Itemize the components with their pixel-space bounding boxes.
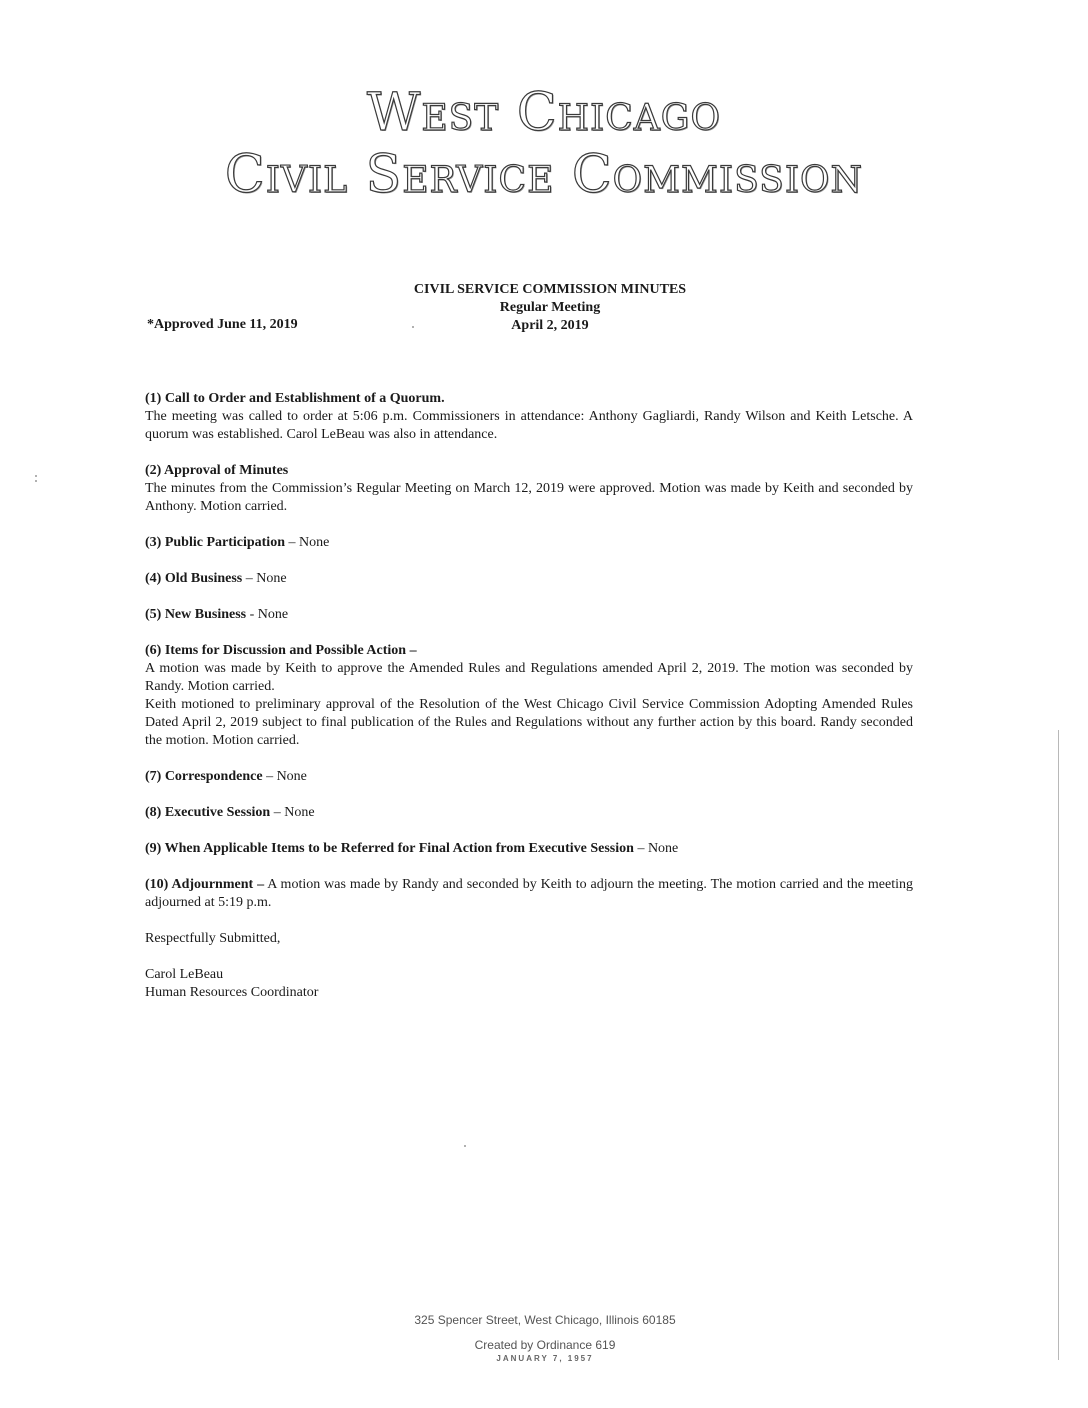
letterhead [0, 82, 1088, 206]
signature-block [145, 966, 913, 1002]
section-title: (7) Correspondence [145, 769, 263, 784]
letterhead-line-2: Civil Service Commission [224, 145, 864, 205]
meeting-type: Regular Meeting [499, 300, 601, 315]
section-title: (5) New Business [145, 607, 247, 622]
section-text: Keith motioned to preliminary approval of the Resolution of the West Chicago Civil Service Commission Adopting Amended Rules Dated April 2, 2019 subject to final publication of the Rules and Regulations without any further action by this board. Randy seconded the motion. Motion carried. [145, 697, 913, 748]
section-text: – None [242, 571, 287, 586]
section-executive-session [145, 804, 913, 822]
signature-title: Human Resources Coordinator [145, 985, 319, 1000]
scan-speck [35, 475, 37, 477]
section-correspondence [145, 768, 913, 786]
section-text: – None [270, 805, 315, 820]
section-public-participation [145, 534, 913, 552]
section-title: (3) Public Participation [145, 535, 285, 550]
footer-ordinance: Created by Ordinance 619 [474, 1338, 616, 1352]
footer-ordinance-date: JANUARY 7, 1957 [496, 1354, 594, 1363]
section-adjournment [145, 876, 913, 912]
section-text: The minutes from the Commission’s Regular Meeting on March 12, 2019 were approved. Motion was made by Keith and seconded by Anthony. Motion carried. [145, 481, 913, 514]
meeting-date: April 2, 2019 [511, 318, 589, 333]
letterhead-line-1: West Chicago [366, 83, 722, 143]
section-title: (1) Call to Order and Establishment of a Quorum. [145, 391, 445, 406]
minutes-heading [360, 281, 740, 335]
section-title: (8) Executive Session [145, 805, 271, 820]
scan-speck [412, 326, 414, 328]
signature-name: Carol LeBeau [145, 967, 224, 982]
closing: Respectfully Submitted, [145, 931, 281, 946]
section-text: – None [285, 535, 330, 550]
section-new-business [145, 606, 913, 624]
section-text: The meeting was called to order at 5:06 p.m. Commissioners in attendance: Anthony Gagliardi, Randy Wilson and Keith Letsche. A quorum was established. Carol LeBeau was also in attendance. [145, 409, 913, 442]
section-approval-of-minutes [145, 462, 913, 516]
section-text: A motion was made by Randy and seconded by Keith to adjourn the meeting. The motion carried and the meeting adjourned at 5:19 p.m. [145, 877, 913, 910]
section-referred-items [145, 840, 913, 858]
footer [300, 1312, 790, 1364]
scan-speck [35, 480, 37, 482]
section-title: (2) Approval of Minutes [145, 463, 289, 478]
scan-speck [464, 1145, 466, 1147]
section-call-to-order [145, 390, 913, 444]
minutes-body [145, 390, 913, 1002]
section-title: (4) Old Business [145, 571, 243, 586]
section-title: (9) When Applicable Items to be Referred for Final Action from Executive Session [145, 841, 634, 856]
section-text: - None [246, 607, 289, 622]
section-title: (6) Items for Discussion and Possible Action – [145, 643, 417, 658]
section-text: – None [633, 841, 679, 856]
section-text: – None [262, 769, 307, 784]
approved-note: *Approved June 11, 2019 [147, 317, 298, 332]
footer-address: 325 Spencer Street, West Chicago, Illinois 60185 [414, 1313, 676, 1327]
minutes-title: CIVIL SERVICE COMMISSION MINUTES [413, 282, 687, 297]
scan-edge-line [1058, 730, 1059, 1360]
section-text: A motion was made by Keith to approve the Amended Rules and Regulations amended April 2, 2019. The motion was seconded by Randy. Motion carried. [145, 661, 913, 694]
section-title: (10) Adjournment – [145, 877, 265, 892]
section-discussion-action [145, 642, 913, 750]
section-old-business [145, 570, 913, 588]
